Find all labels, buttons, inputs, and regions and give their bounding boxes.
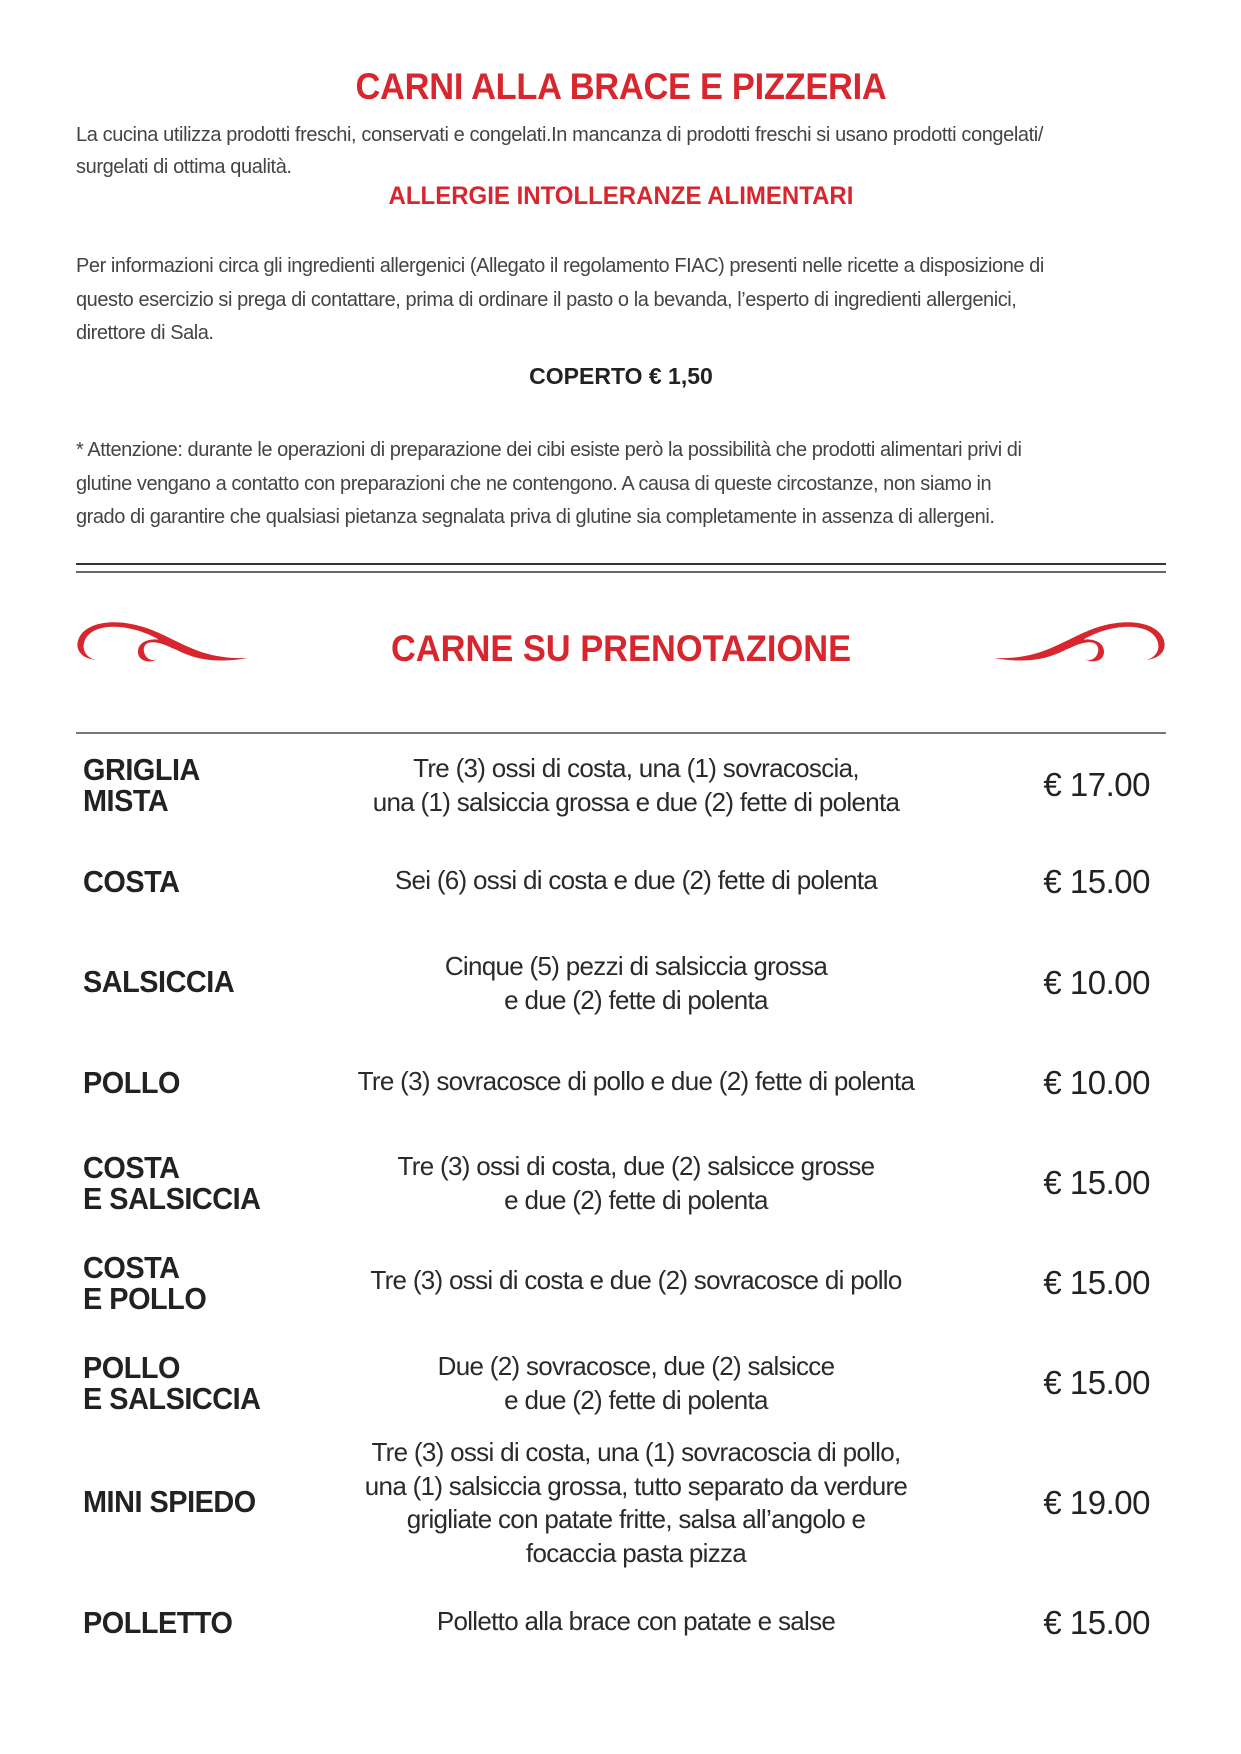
divider-line (76, 563, 1166, 565)
item-name-line: E SALSICCIA (83, 1181, 261, 1216)
item-price: € 15.00 (1043, 863, 1150, 900)
allergy-text (76, 250, 1166, 351)
item-name-line: SALSICCIA (83, 964, 235, 999)
item-description-line: Tre (3) ossi di costa, una (1) sovracoscia, (413, 753, 859, 783)
item-name (83, 1352, 260, 1414)
item-price: € 15.00 (1043, 1604, 1150, 1641)
intro-line: surgelati di ottima qualità. (76, 156, 292, 178)
item-description-line: grigliate con patate fritte, salsa all’angolo e (406, 1504, 866, 1534)
item-description (321, 1605, 951, 1639)
flourish-right-icon (990, 608, 1170, 678)
gluten-line: grado di garantire che qualsiasi pietanza segnalata priva di glutine sia completamente in assenza di allergeni. (76, 506, 995, 528)
gluten-notice (76, 434, 1166, 535)
item-description (301, 1065, 971, 1099)
allergy-line: Per informazioni circa gli ingredienti allergenici (Allegato il regolamento FIAC) presenti nelle ricette a disposizione di (76, 255, 1044, 277)
item-name (83, 1607, 233, 1638)
allergy-line: questo esercizio si prega di contattare, prima di ordinare il pasto o la bevanda, l’esperto di ingredienti allergenici, (76, 288, 1017, 311)
section-header (76, 600, 1166, 690)
item-name-line: GRIGLIA (83, 752, 200, 787)
item-name-line: COSTA (83, 1250, 180, 1285)
gluten-line: * Attenzione: durante le operazioni di preparazione dei cibi esiste però la possibilità che prodotti alimentari privi di (76, 439, 1022, 461)
item-price: € 17.00 (1043, 766, 1150, 803)
item-name-line: POLLETTO (83, 1605, 233, 1640)
item-description (321, 1264, 951, 1298)
cover-charge: COPERTO € 1,50 (529, 363, 713, 389)
item-description (321, 1350, 951, 1417)
item-description-line: una (1) salsiccia grossa, tutto separato da verdure (364, 1470, 908, 1501)
item-description (321, 864, 951, 898)
item-description-line: Tre (3) ossi di costa, due (2) salsicce grosse (397, 1151, 875, 1181)
allergy-title: ALLERGIE INTOLLERANZE ALIMENTARI (388, 182, 854, 210)
item-name-line: E SALSICCIA (83, 1381, 261, 1416)
double-divider (76, 563, 1166, 573)
section-title: CARNE SU PRENOTAZIONE (390, 628, 852, 669)
item-name (83, 1252, 206, 1314)
item-price: € 19.00 (1043, 1484, 1150, 1521)
item-description-line: una (1) salsiccia grossa e due (2) fette di polenta (372, 786, 900, 817)
item-description (321, 1436, 951, 1570)
item-name-line: POLLO (83, 1065, 180, 1100)
intro-text (76, 119, 1166, 183)
item-name (83, 866, 179, 897)
item-name (83, 1486, 256, 1517)
item-description-line: Tre (3) ossi di costa e due (2) sovracosce di pollo (370, 1265, 902, 1295)
item-description-line: Cinque (5) pezzi di salsiccia grossa (444, 951, 828, 981)
item-description-line: e due (2) fette di polenta (504, 1384, 768, 1415)
divider-line (76, 571, 1166, 573)
item-name-line: COSTA (83, 1150, 180, 1185)
item-name (83, 1067, 180, 1098)
item-name-line: E POLLO (83, 1281, 207, 1316)
item-name-line: MINI SPIEDO (83, 1484, 256, 1519)
item-description (321, 1150, 951, 1217)
item-price: € 10.00 (1043, 1064, 1150, 1101)
item-price: € 15.00 (1043, 1164, 1150, 1201)
item-price: € 10.00 (1043, 964, 1150, 1001)
intro-line: La cucina utilizza prodotti freschi, conservati e congelati.In mancanza di prodotti freschi si usano prodotti congelati/ (76, 124, 1044, 146)
item-description (321, 950, 951, 1017)
item-description-line: e due (2) fette di polenta (504, 984, 768, 1015)
item-price: € 15.00 (1043, 1264, 1150, 1301)
item-description-line: Sei (6) ossi di costa e due (2) fette di polenta (394, 865, 878, 895)
item-name-line: COSTA (83, 864, 180, 899)
item-name-line: MISTA (83, 783, 169, 818)
item-price: € 15.00 (1043, 1364, 1150, 1401)
page-title: CARNI ALLA BRACE E PIZZERIA (355, 66, 887, 107)
item-description (321, 752, 951, 819)
item-description-line: focaccia pasta pizza (525, 1537, 747, 1568)
section-divider (76, 732, 1166, 734)
item-name (83, 754, 200, 816)
item-description-line: Polletto alla brace con patate e salse (436, 1606, 836, 1636)
item-name (83, 1152, 260, 1214)
item-name (83, 966, 234, 997)
item-description-line: Tre (3) ossi di costa, una (1) sovracoscia di pollo, (371, 1437, 901, 1467)
item-description-line: Tre (3) sovracosce di pollo e due (2) fette di polenta (357, 1066, 915, 1096)
item-description-line: e due (2) fette di polenta (504, 1184, 768, 1215)
allergy-line: direttore di Sala. (76, 322, 214, 344)
gluten-line: glutine vengano a contatto con preparazioni che ne contengono. A causa di queste circostanze, non siamo in (76, 472, 992, 495)
item-description-line: Due (2) sovracosce, due (2) salsicce (437, 1351, 835, 1381)
item-name-line: POLLO (83, 1350, 180, 1385)
